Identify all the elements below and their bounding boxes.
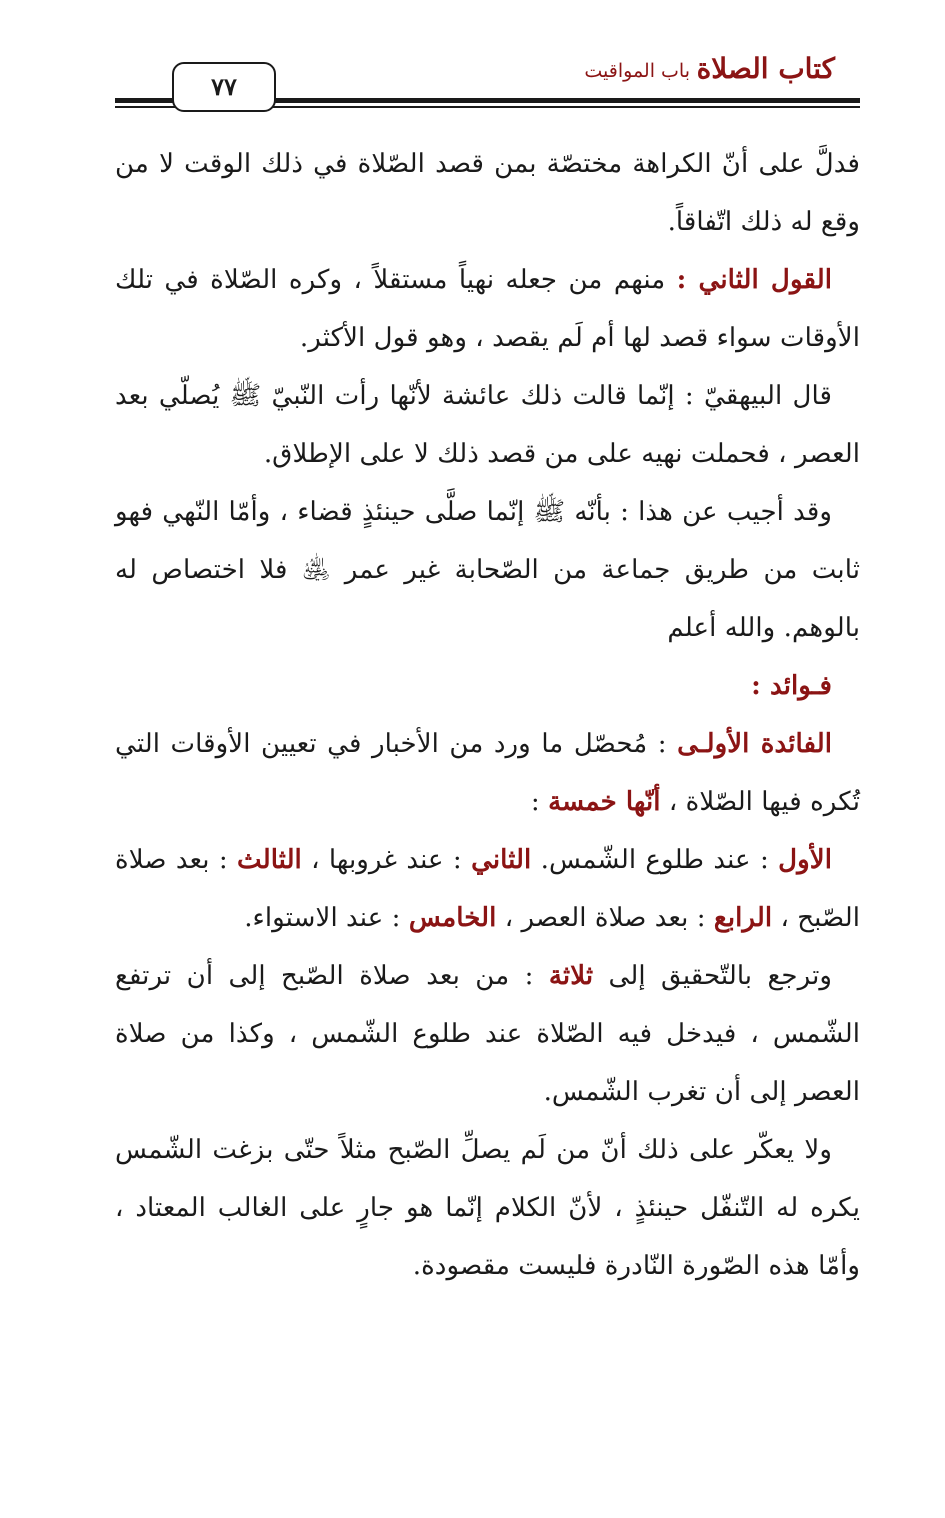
- label-second: الثاني: [471, 844, 532, 875]
- three-highlight: ثلاثة: [548, 960, 594, 991]
- text-fourth: : بعد صلاة العصر ،: [496, 903, 714, 933]
- paragraph-5: [115, 715, 860, 831]
- paragraph-2: [115, 251, 860, 367]
- text-third: : بعد صلاة الصّبح ،: [115, 845, 860, 933]
- paragraph-5-end: :: [530, 787, 549, 817]
- paragraph-4: وقد أجيب عن هذا : بأنّه ﷺ إنّما صلَّى حينئذٍ قضاء ، وأمّا النّهي فهو ثابت من طريق جماعة من الصّحابة غير عمر ﵁ فلا اختصاص له بالوهم. والله أعلم: [115, 497, 860, 643]
- page-body: [115, 135, 860, 1418]
- label-fifth: الخامس: [408, 902, 497, 933]
- text-second: : عند غروبها ،: [301, 845, 472, 875]
- page-header: [0, 0, 945, 120]
- fawaid-heading: فـوائد :: [751, 670, 832, 701]
- paragraph-5-text: : مُحصّل ما ورد من الأخبار في تعيين الأوقات التي تُكره فيها الصّلاة ،: [115, 729, 860, 817]
- paragraph-6: [115, 831, 860, 947]
- five-highlight: أنّها خمسة: [548, 786, 661, 817]
- page-number: ٧٧: [172, 62, 276, 112]
- first-benefit-label: الفائدة الأولـى: [677, 728, 832, 759]
- chapter-title: باب المواقيت: [584, 60, 690, 82]
- label-fourth: الرابع: [713, 902, 773, 933]
- second-opinion-label: القول الثاني :: [676, 264, 832, 295]
- paragraph-2-text: منهم من جعله نهياً مستقلاً ، وكره الصّلاة في تلك الأوقات سواء قصد لها أم لَم يقصد ، وهو قول الأكثر.: [115, 265, 860, 353]
- label-first: الأول: [778, 844, 832, 875]
- paragraph-7-start: وترجع بالتّحقيق إلى: [593, 961, 833, 991]
- text-first: : عند طلوع الشّمس.: [531, 845, 779, 875]
- book-title: كتاب الصلاة: [696, 52, 835, 85]
- paragraph-8: ولا يعكّر على ذلك أنّ من لَم يصلِّ الصّبح مثلاً حتّى بزغت الشّمس يكره له التّنفّل حينئذٍ ، لأنّ الكلام إنّما هو جارٍ على الغالب المعتاد ، وأمّا هذه الصّورة النّادرة فليست مقصودة.: [115, 1135, 860, 1281]
- paragraph-7-text: : من بعد صلاة الصّبح إلى أن ترتفع الشّمس ، فيدخل فيه الصّلاة عند طلوع الشّمس ، وكذا من صلاة العصر إلى أن تغرب الشّمس.: [115, 961, 860, 1107]
- paragraph-3: قال البيهقيّ : إنّما قالت ذلك عائشة لأنّها رأت النّبيّ ﷺ يُصلّي بعد العصر ، فحملت نهيه على من قصد ذلك لا على الإطلاق.: [115, 381, 860, 469]
- paragraph-1: فدلَّ على أنّ الكراهة مختصّة بمن قصد الصّلاة في ذلك الوقت لا من وقع له ذلك اتّفاقاً.: [115, 149, 860, 237]
- paragraph-7: [115, 947, 860, 1121]
- text-fifth: : عند الاستواء.: [244, 903, 409, 933]
- label-third: الثالث: [237, 844, 302, 875]
